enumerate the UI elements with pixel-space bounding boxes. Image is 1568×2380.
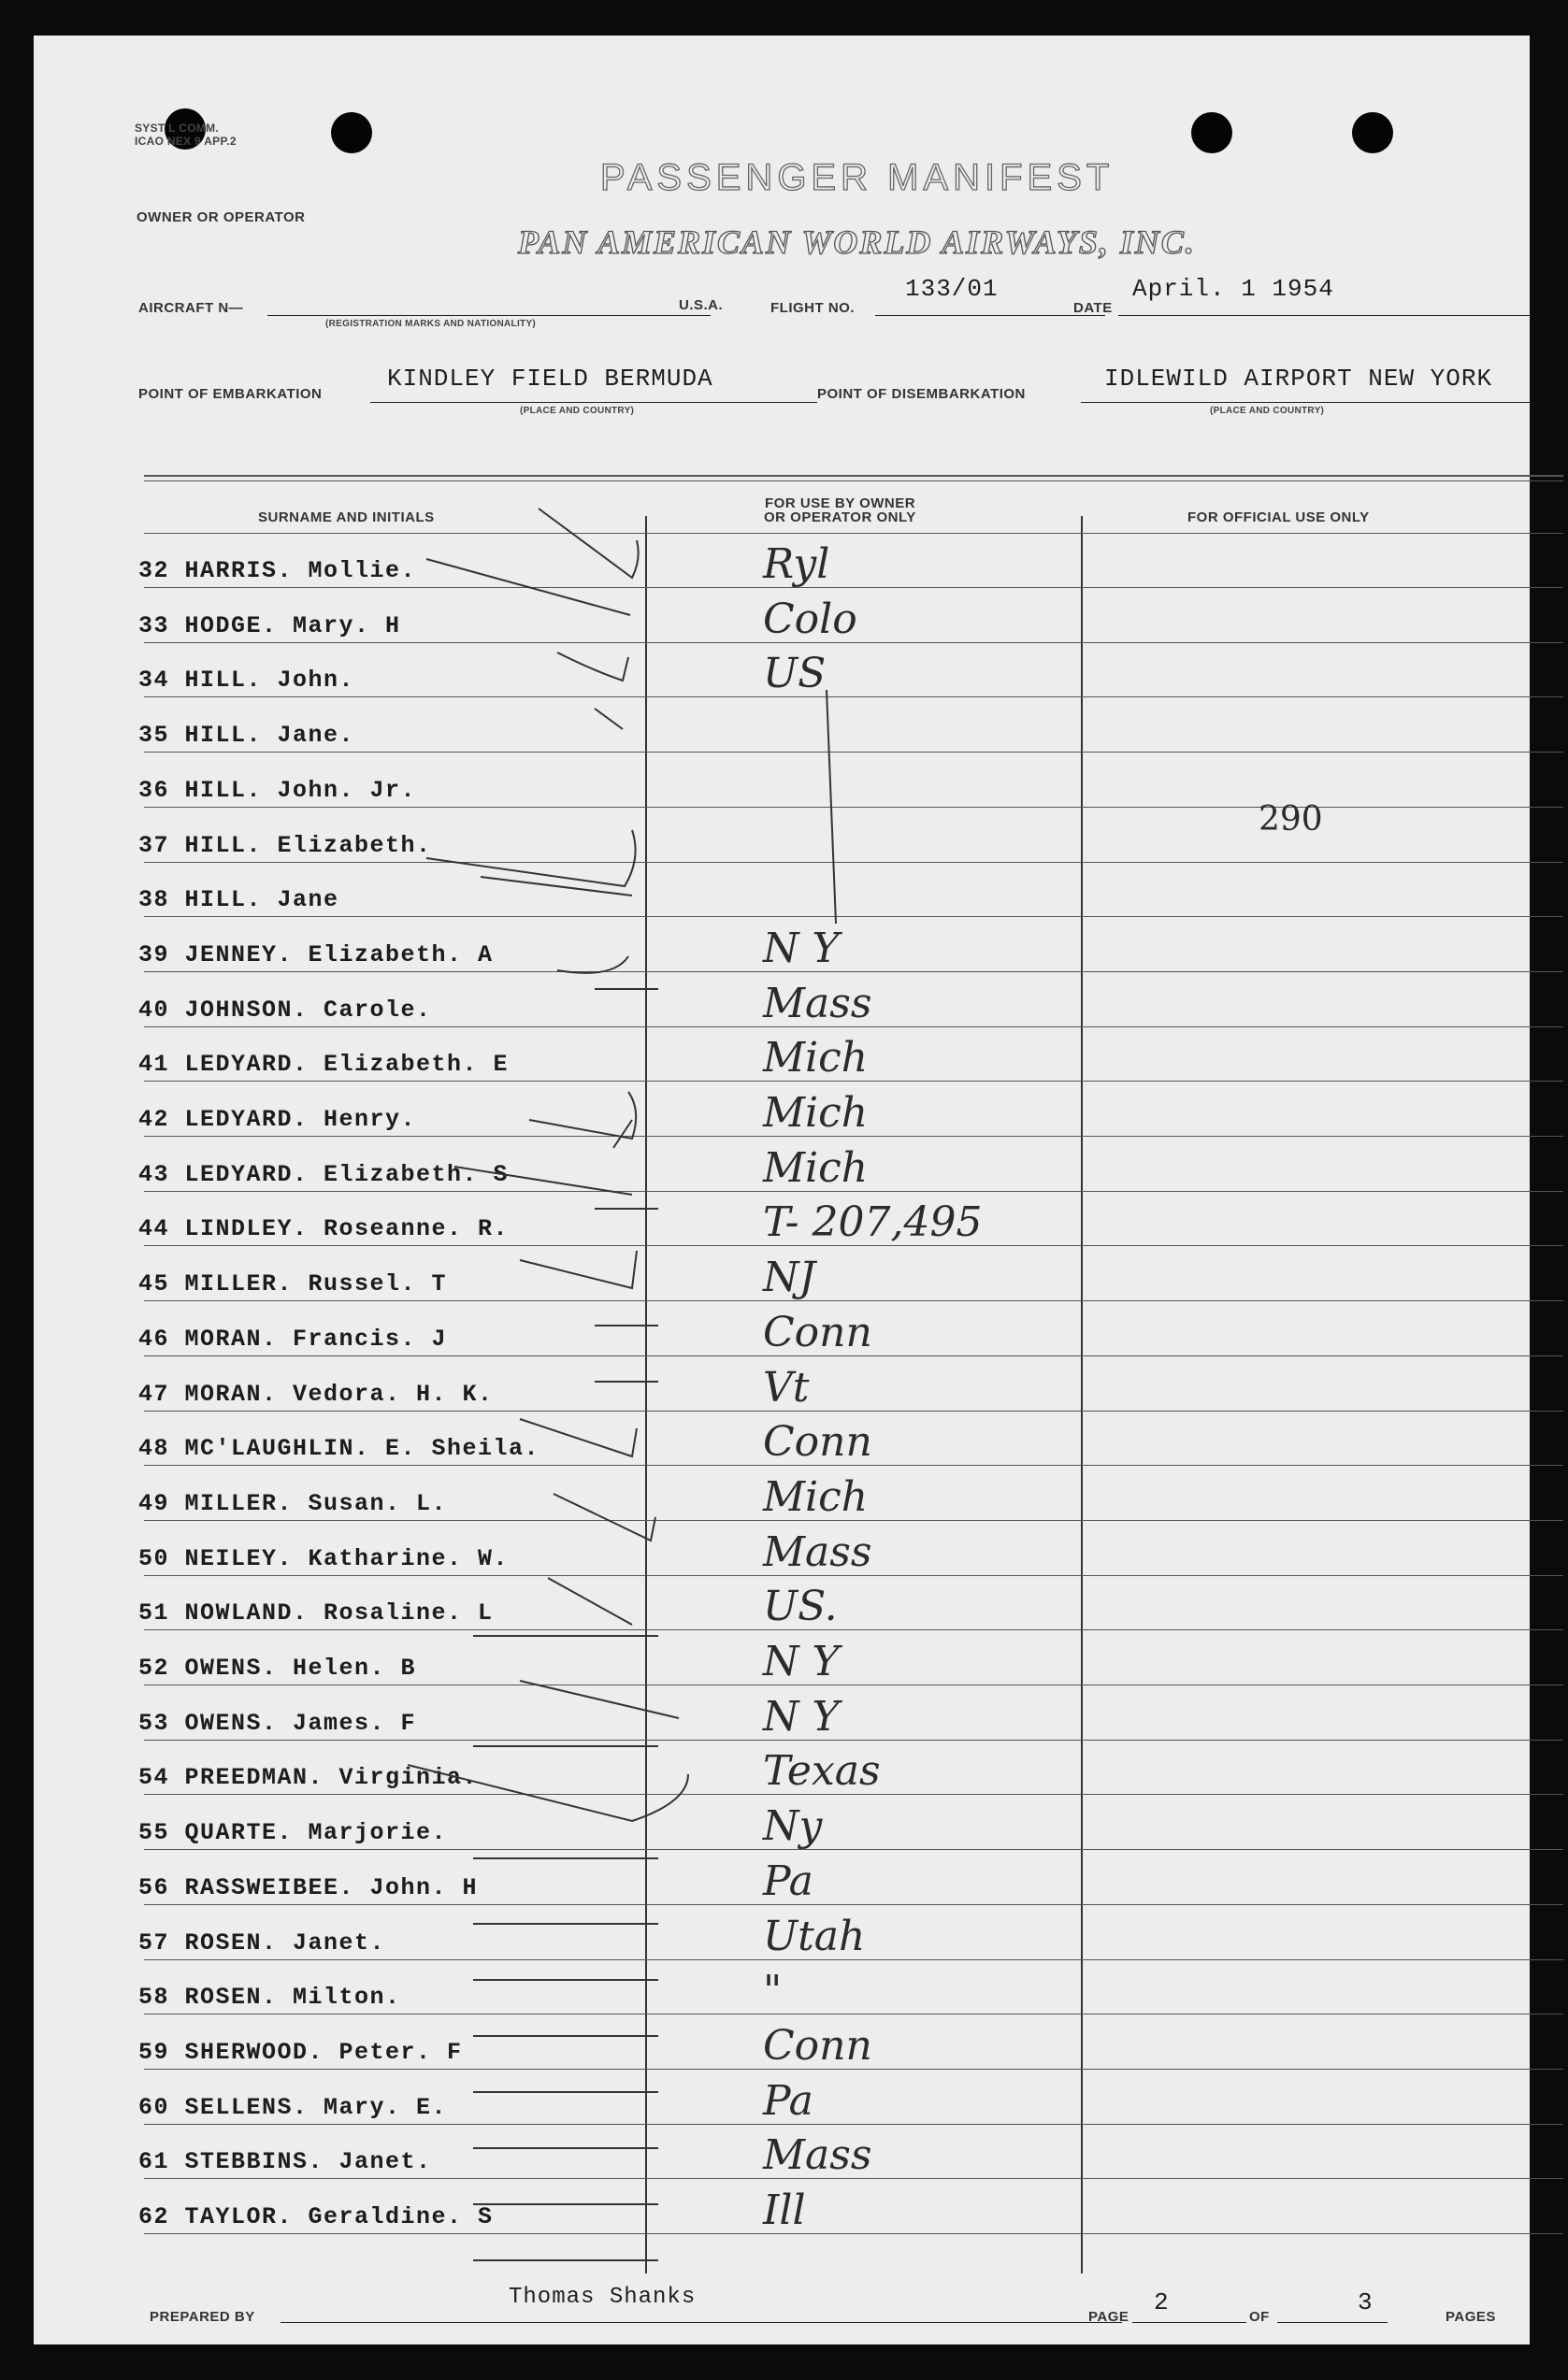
passenger-note: Mass [763, 980, 872, 1027]
flight-date: April. 1 1954 [1132, 275, 1334, 303]
prepared-by: Thomas Shanks [509, 2285, 697, 2310]
passenger-name: 59 SHERWOOD. Peter. F [138, 2039, 463, 2066]
passenger-note: Mich [763, 1089, 869, 1137]
passenger-note: Mass [763, 2131, 872, 2179]
passenger-note: NJ [763, 1254, 816, 1301]
passenger-note: Mich [763, 1473, 869, 1521]
passenger-name: 37 HILL. Elizabeth. [138, 832, 432, 859]
row-rule [144, 1849, 1563, 1850]
row-rule [144, 752, 1563, 753]
embark-underline [370, 402, 817, 403]
passenger-note: Pa [763, 2077, 813, 2125]
passenger-name: 54 PREEDMAN. Virginia. [138, 1764, 479, 1791]
disembark-underline [1081, 402, 1530, 403]
row-rule [144, 696, 1563, 697]
manifest-title: PASSENGER MANIFEST [600, 157, 1115, 198]
total-pages: 3 [1358, 2288, 1374, 2316]
corner-reference-2: ICAO NEX 9 APP.2 [135, 135, 237, 148]
manifest-page [34, 36, 1530, 2344]
disembark-label: POINT OF DISEMBARKATION [817, 386, 1026, 402]
passenger-name: 60 SELLENS. Mary. E. [138, 2094, 448, 2121]
column-owner-use-2: OR OPERATOR ONLY [764, 509, 916, 525]
passenger-name: 42 LEDYARD. Henry. [138, 1106, 417, 1133]
passenger-name: 50 NEILEY. Katharine. W. [138, 1545, 510, 1572]
passenger-name: 40 JOHNSON. Carole. [138, 996, 432, 1024]
passenger-note: " [763, 1967, 783, 2014]
embark-label: POINT OF EMBARKATION [138, 386, 323, 402]
column-divider-1 [645, 516, 647, 2273]
passenger-note: Mass [763, 1528, 872, 1576]
passenger-note: N Y [763, 925, 840, 972]
passenger-name: 36 HILL. John. Jr. [138, 777, 417, 804]
passenger-note: Ryl [763, 540, 830, 588]
passenger-name: 53 OWENS. James. F [138, 1710, 417, 1737]
aircraft-label: AIRCRAFT N— [138, 300, 244, 316]
row-rule [144, 1740, 1563, 1741]
disembark-sub: (PLACE AND COUNTRY) [1210, 406, 1325, 416]
passenger-name: 49 MILLER. Susan. L. [138, 1490, 448, 1517]
embark-sub: (PLACE AND COUNTRY) [520, 406, 635, 416]
passenger-note: Texas [763, 1747, 881, 1795]
passenger-name: 51 NOWLAND. Rosaline. L [138, 1599, 494, 1627]
row-rule-top [144, 533, 1563, 534]
passenger-name: 47 MORAN. Vedora. H. K. [138, 1381, 494, 1408]
passenger-note: Colo [763, 595, 857, 643]
passenger-name: 35 HILL. Jane. [138, 722, 355, 749]
page-underline [1132, 2322, 1246, 2323]
flight-number: 133/01 [905, 275, 999, 303]
punch-hole-left-2 [331, 112, 372, 153]
embark-place: KINDLEY FIELD BERMUDA [387, 365, 713, 393]
passenger-note: T- 207,495 [763, 1198, 983, 1246]
operator-name: PAN AMERICAN WORLD AIRWAYS, INC. [518, 223, 1196, 261]
passenger-note: Mich [763, 1034, 869, 1082]
passenger-name: 38 HILL. Jane [138, 886, 339, 913]
owner-label: OWNER OR OPERATOR [137, 209, 306, 225]
column-owner-use-1: FOR USE BY OWNER [765, 495, 916, 511]
passenger-name: 62 TAYLOR. Geraldine. S [138, 2203, 494, 2230]
row-rule [144, 862, 1563, 863]
passenger-note: Conn [763, 1418, 872, 1466]
disembark-place: IDLEWILD AIRPORT NEW YORK [1104, 365, 1493, 393]
passenger-name: 56 RASSWEIBEE. John. H [138, 1874, 479, 1901]
column-surname: SURNAME AND INITIALS [258, 509, 435, 525]
passenger-name: 43 LEDYARD. Elizabeth. S [138, 1161, 510, 1188]
row-rule [144, 2233, 1563, 2234]
passenger-note: Pa [763, 1857, 813, 1905]
punch-hole-right-2 [1352, 112, 1393, 153]
passenger-note: Vt [763, 1364, 810, 1412]
passenger-note: Mich [763, 1144, 869, 1192]
punch-hole-right [1191, 112, 1232, 153]
passenger-name: 46 MORAN. Francis. J [138, 1326, 448, 1353]
pages-label: PAGES [1446, 2309, 1496, 2325]
passenger-name: 58 ROSEN. Milton. [138, 1984, 401, 2011]
passenger-name: 41 LEDYARD. Elizabeth. E [138, 1051, 510, 1078]
of-label: OF [1249, 2309, 1270, 2325]
corner-reference-1: SYST L COMM. [135, 122, 220, 135]
pages-underline [1277, 2322, 1388, 2323]
column-divider-2 [1081, 516, 1083, 2273]
header-rule-2 [144, 480, 1563, 481]
passenger-name: 61 STEBBINS. Janet. [138, 2148, 432, 2175]
row-rule [144, 1904, 1563, 1905]
passenger-name: 32 HARRIS. Mollie. [138, 557, 417, 584]
row-rule [144, 1411, 1563, 1412]
passenger-name: 39 JENNEY. Elizabeth. A [138, 941, 494, 968]
row-rule [144, 916, 1563, 917]
passenger-note: Ny [763, 1802, 823, 1850]
aircraft-underline [267, 315, 711, 316]
passenger-note: Ill [763, 2186, 806, 2234]
flight-underline [875, 315, 1105, 316]
passenger-name: 34 HILL. John. [138, 667, 355, 694]
row-rule [144, 1629, 1563, 1630]
date-label: DATE [1073, 300, 1113, 316]
passenger-name: 44 LINDLEY. Roseanne. R. [138, 1215, 510, 1242]
page-label: PAGE [1088, 2309, 1129, 2325]
date-underline [1118, 315, 1532, 316]
passenger-name: 48 MC'LAUGHLIN. E. Sheila. [138, 1435, 540, 1462]
passenger-name: 52 OWENS. Helen. B [138, 1655, 417, 1682]
usa-label: U.S.A. [679, 297, 724, 313]
prepared-label: PREPARED BY [150, 2309, 255, 2325]
passenger-note: Conn [763, 2022, 872, 2070]
passenger-name: 45 MILLER. Russel. T [138, 1270, 448, 1298]
passenger-note: Conn [763, 1309, 872, 1356]
official-note: 290 [1259, 800, 1323, 839]
passenger-name: 55 QUARTE. Marjorie. [138, 1819, 448, 1846]
header-rule-top [144, 475, 1563, 477]
row-rule [144, 2124, 1563, 2125]
passenger-note: Utah [763, 1913, 866, 1960]
passenger-note: N Y [763, 1638, 840, 1685]
row-rule [144, 587, 1563, 588]
passenger-name: 33 HODGE. Mary. H [138, 612, 401, 639]
passenger-note: US. [763, 1583, 838, 1630]
passenger-note: N Y [763, 1693, 840, 1741]
prepared-underline [281, 2322, 1122, 2323]
column-official: FOR OFFICIAL USE ONLY [1187, 509, 1370, 525]
row-rule [144, 1300, 1563, 1301]
page-number: 2 [1154, 2288, 1170, 2316]
row-rule [144, 807, 1563, 808]
passenger-note: US [763, 650, 827, 697]
aircraft-sub: (REGISTRATION MARKS AND NATIONALITY) [325, 319, 537, 329]
flight-label: FLIGHT NO. [770, 300, 855, 316]
row-rule [144, 971, 1563, 972]
passenger-name: 57 ROSEN. Janet. [138, 1929, 386, 1957]
